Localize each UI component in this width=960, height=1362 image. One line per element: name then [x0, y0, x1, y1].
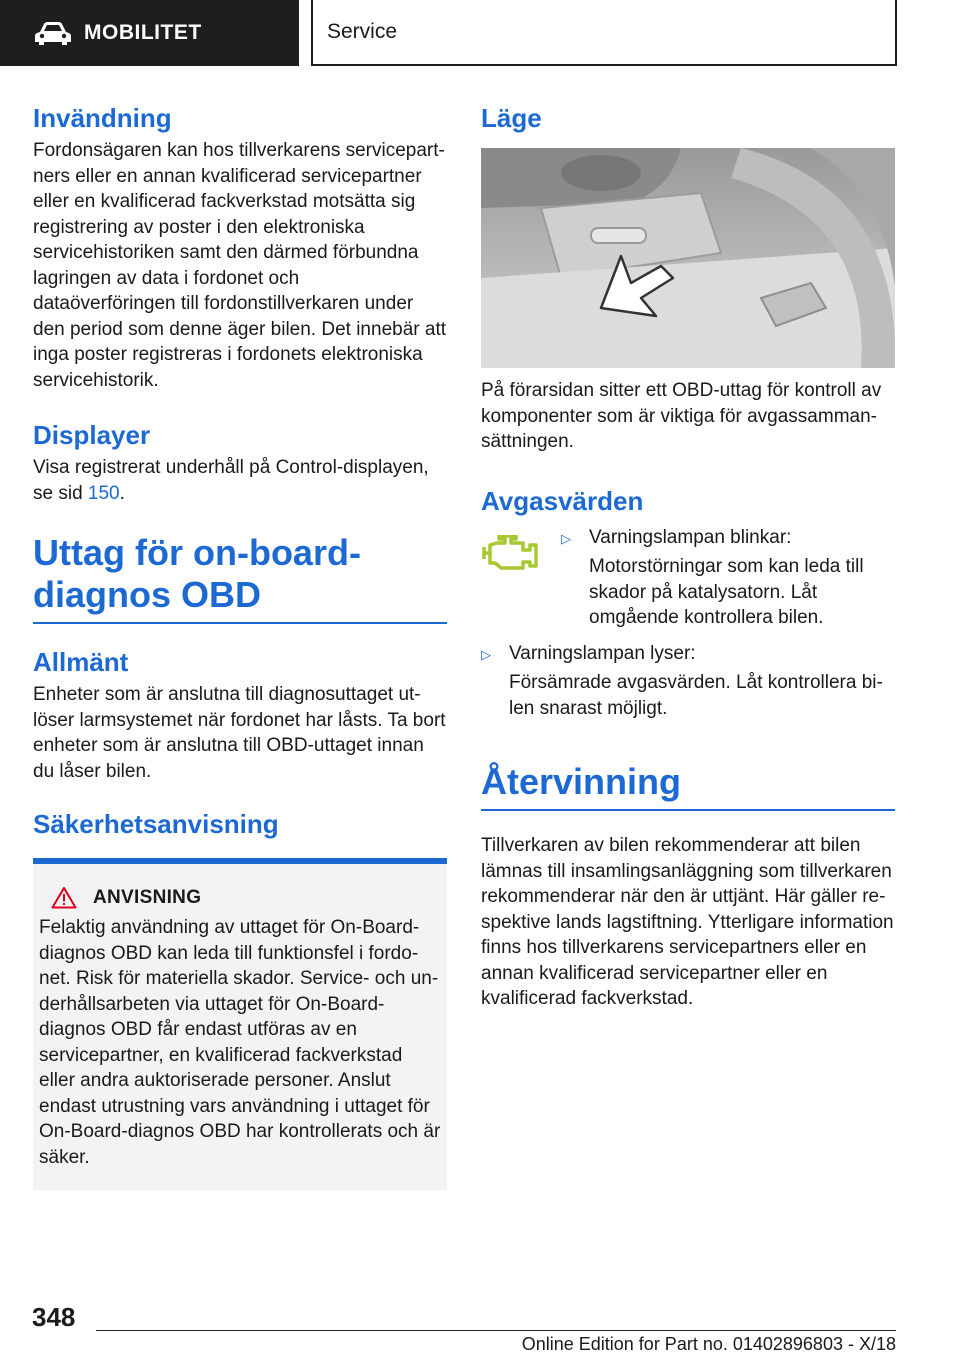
- paragraph-recycling: Tillverkaren av bilen rekommenderar att bilen lämnas till insamlingsanläggning som tillverkaren rekommenderar när den är uttjänt. Här gäller respektive lands lagstiftning. Ytterligare information finns hos tillverkarens servicepartners eller en annan kvalificerad servicepartner eller en kvalificerad fackverkstad.: [481, 835, 894, 1009]
- footer-divider: [96, 1330, 896, 1331]
- notice-text: Felaktig användning av uttaget för On-Board-diagnos OBD kan leda till funktionsfel i fordonet. Risk för materiella skador. Service- och underhållsarbeten via uttaget för On-Board-diagnos OBD får endast utföras av en servicepartner, en kvalificerad fackverkstad eller andra auktoriserade personer. Anslut endast utrustning vars användning i uttaget för On-Board-diagnos OBD har kontrollerats och är säker.: [39, 917, 441, 1168]
- page-reference-link[interactable]: 150: [87, 482, 120, 504]
- heading-recycling: Återvinning: [481, 761, 682, 802]
- page-number: 348: [32, 1302, 76, 1332]
- notice-title: ANVISNING: [93, 886, 202, 908]
- section-tab[interactable]: [0, 0, 299, 66]
- engine-warning-icon: [481, 535, 539, 571]
- triangle-bullet-icon: ▷: [561, 530, 571, 546]
- engine-warning-icon-wrap: [481, 525, 561, 631]
- chapter-label: Service: [327, 20, 398, 43]
- list-item: [561, 525, 895, 631]
- notice-header: [51, 886, 441, 909]
- emissions-list-row: [481, 525, 895, 631]
- heading-emissions: Avgasvärden: [481, 485, 644, 516]
- displays-text-end: .: [119, 482, 125, 504]
- list-item-text: Försämrade avgasvärden. Låt kontrollera bilen snarast möjligt.: [509, 672, 883, 719]
- paragraph-displays: [33, 455, 447, 506]
- obd-heading-block: [33, 532, 447, 624]
- page-footer: [0, 1290, 960, 1362]
- obd-location-photo: [481, 148, 895, 368]
- paragraph-location: På förarsidan sitter ett OBD-uttag för kontroll av komponenter som är viktiga för avgassammansättningen.: [481, 380, 882, 452]
- list-item: [481, 641, 895, 722]
- heading-safety: Säkerhetsanvisning: [33, 809, 279, 839]
- warning-triangle-icon: [51, 886, 77, 909]
- list-item-title: Varningslampan blinkar:: [589, 526, 792, 548]
- heading-usage: Invändning: [33, 103, 172, 133]
- emissions-list: [561, 525, 895, 631]
- left-column: [33, 100, 447, 1190]
- page-header: [0, 0, 960, 66]
- heading-location: Läge: [481, 103, 542, 133]
- car-icon: [34, 20, 72, 46]
- heading-displays: Displayer: [33, 420, 151, 450]
- chapter-tab[interactable]: [311, 0, 897, 66]
- list-item-text: Motorstörningar som kan leda till skador på katalysatorn. Låt omgående kontrollera bilen.: [589, 556, 864, 628]
- heading-obd: Uttag för on-board-diagnos OBD: [33, 532, 361, 615]
- edition-text: Online Edition for Part no. 01402896803 - X/18: [521, 1334, 896, 1354]
- paragraph-usage: Fordonsägaren kan hos tillverkarens servicepartners eller en annan kvalificerad servicepartner eller en kvalificerad fackverkstad motsätta sig registrering av poster i den elektroniska servicehistoriken samt den därmed förbundna lagringen av data i fordonet och dataöverföringen till fordonstillverkaren under den period som denne äger bilen. Det innebär att inga poster registreras i fordonets elektroniska servicehistorik.: [33, 140, 446, 391]
- notice-box: [33, 858, 447, 1190]
- displays-text: Visa registrerat underhåll på Control-displayen, se sid: [33, 457, 429, 504]
- triangle-bullet-icon: ▷: [481, 646, 491, 662]
- recycling-heading-block: [481, 761, 895, 811]
- heading-general: Allmänt: [33, 647, 129, 677]
- list-item-title: Varningslampan lyser:: [509, 642, 696, 664]
- right-column: [481, 100, 895, 1012]
- paragraph-general: Enheter som är anslutna till diagnosuttaget utlöser larmsystemet när fordonet har låsts. Ta bort enheter som är anslutna till OBD-uttaget innan du låser bilen.: [33, 684, 446, 782]
- section-label: MOBILITET: [84, 21, 202, 44]
